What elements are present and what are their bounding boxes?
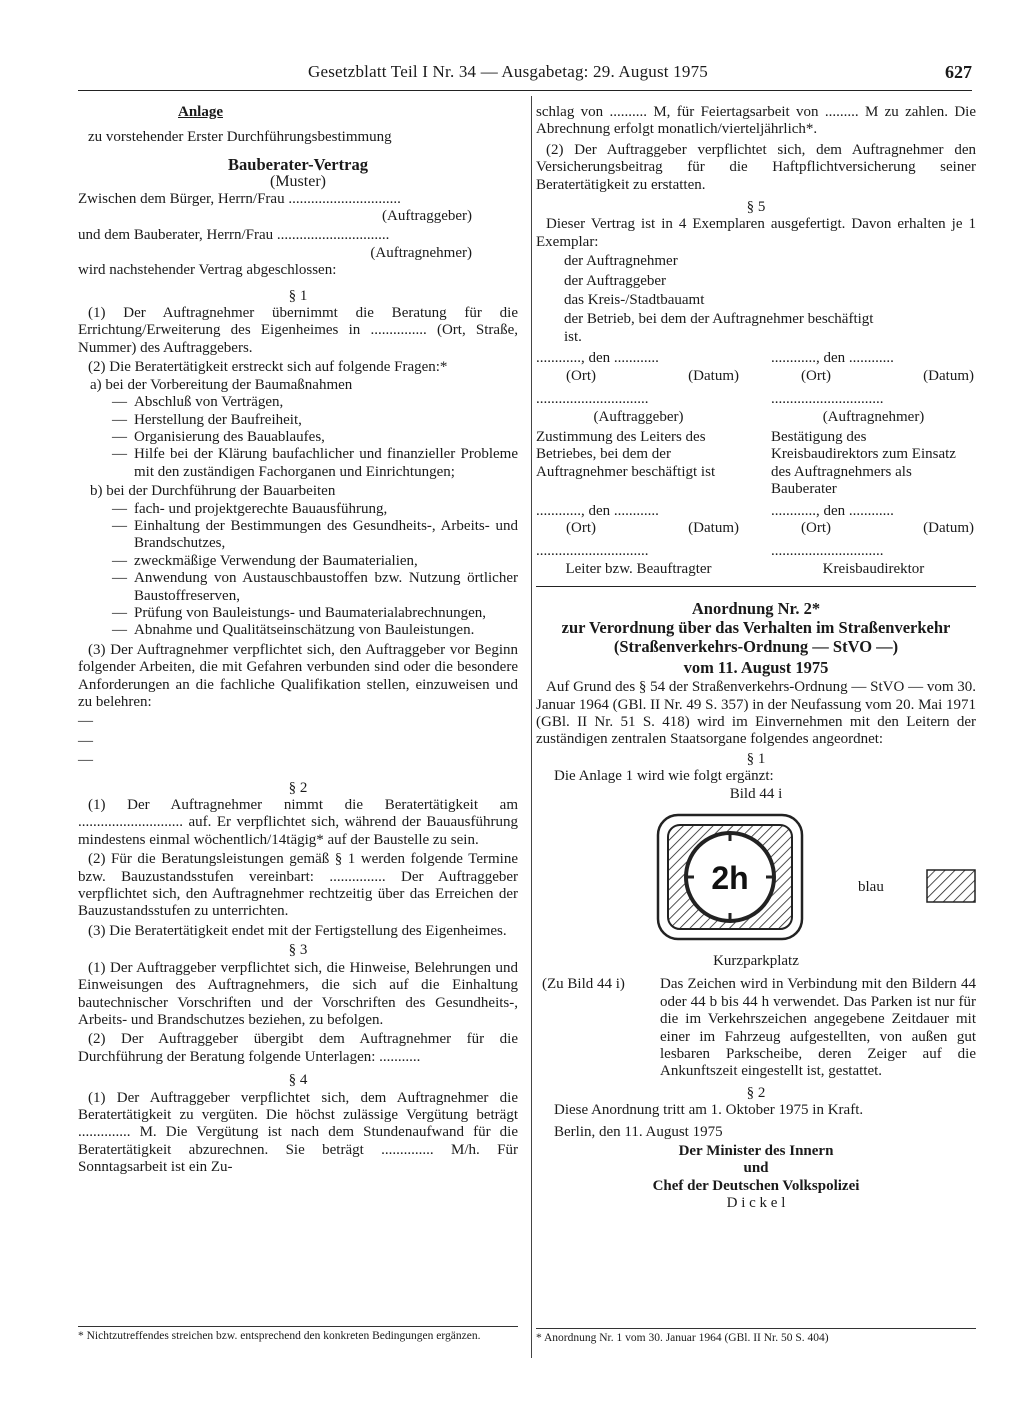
list-item: — zweckmäßige Verwendung der Baumaterialien, bbox=[112, 552, 418, 569]
anlage-heading: Anlage bbox=[178, 104, 223, 120]
section-1-list-a bbox=[78, 394, 518, 481]
anordnung-section-2-heading: § 2 bbox=[746, 1084, 766, 1101]
ort-label: (Ort) bbox=[566, 519, 596, 536]
section-4-heading: § 4 bbox=[288, 1072, 308, 1089]
anordnung-date: vom 11. August 1975 bbox=[683, 658, 829, 678]
anordnung-section-1-heading: § 1 bbox=[746, 750, 766, 767]
blank-dash-line: — bbox=[78, 732, 93, 749]
ort-label: (Ort) bbox=[566, 367, 596, 384]
section-5-heading: § 5 bbox=[746, 199, 766, 216]
auftragnehmer-label: (Auftragnehmer) bbox=[822, 408, 925, 425]
left-footnote: * Nichtzutreffendes streichen bzw. entsprechend den konkreten Bedingungen ergänzen. bbox=[78, 1326, 518, 1343]
list-item: das Kreis-/Stadtbauamt bbox=[564, 292, 705, 309]
ort-label: (Ort) bbox=[801, 367, 831, 384]
anordnung-intro: Auf Grund des § 54 der Straßenverkehrs-Ordnung — StVO — vom 30. Januar 1964 (GBl. II Nr. 49 S. 357) in der Neufassung vom 20. Mai 1971 (GBl. II Nr. 51 S. 418) wird im Einvernehmen mit den Leitern der zuständigen zentralen Staatsorgane folgendes angeordnet: bbox=[536, 679, 976, 748]
list-item: — fach- und projektgerechte Bauausführung, bbox=[112, 500, 388, 517]
list-item: — Hilfe bei der Klärung baufachlicher und finanzieller Probleme mit den zuständigen Fachorganen und Einrichtungen; bbox=[112, 446, 518, 480]
anordnung-section bbox=[536, 586, 976, 1213]
signature-block-left bbox=[536, 350, 741, 498]
anordnung-title-2: zur Verordnung über das Verhalten im Straßenverkehr bbox=[561, 618, 951, 638]
section-1-para-2: (2) Die Beratertätigkeit erstreckt sich auf folgende Fragen:* bbox=[88, 359, 448, 376]
section-4-continued: schlag von .......... M, für Feiertagsarbeit von ......... M zu zahlen. Die Abrechnung erfolgt monatlich/vierteljährlich*. bbox=[536, 104, 976, 138]
header-title: Gesetzblatt Teil I Nr. 34 — Ausgabetag: 29. August 1975 bbox=[308, 62, 708, 81]
section-1-list-a-heading: a) bei der Vorbereitung der Baumaßnahmen bbox=[90, 376, 353, 393]
signature-dotline: .............................. bbox=[771, 543, 884, 560]
party-two-line: und dem Bauberater, Herrn/Frau .............................. bbox=[78, 227, 390, 244]
column-divider bbox=[531, 96, 532, 1358]
section-4-para-1: (1) Der Auftraggeber verpflichtet sich, dem Auftragnehmer die Beratertätigkeit zu vergüten. Die höchst zulässige Vergütung beträgt .............. M. Die Vergütung ist nach dem Stundenaufwand für die Beratertätigkeit abzurechnen. Sie beträgt .............. M/h. Für Sonntagsarbeit ist ein Zu- bbox=[78, 1089, 518, 1176]
anordnung-title-3: (Straßenverkehrs-Ordnung — StVO —) bbox=[613, 637, 899, 657]
section-2-heading: § 2 bbox=[288, 779, 308, 796]
blau-label: blau bbox=[858, 879, 884, 895]
list-item: — Abnahme und Qualitätseinschätzung von Bauleistungen. bbox=[112, 622, 475, 639]
zustimmung-text: Zustimmung des Leiters des Betriebes, bei dem der Auftragnehmer beschäftigt ist bbox=[536, 428, 716, 480]
signature-row-2 bbox=[536, 503, 976, 579]
section-2-para-3: (3) Die Beratertätigkeit endet mit der Fertigstellung des Eigenheimes. bbox=[88, 922, 507, 939]
section-3-para-1: (1) Der Auftraggeber verpflichtet sich, die Hinweise, Belehrungen und Einweisungen des Auftragnehmers, die sich auf die Einhaltung bautechnischer Vorschriften und der Vorschriften des Gesundheits-, Arbeits- und Brandschutzes beziehen, zu befolgen. bbox=[78, 959, 518, 1028]
datum-label: (Datum) bbox=[688, 367, 739, 384]
anlage-subheading: zu vorstehender Erster Durchführungsbestimmung bbox=[88, 129, 392, 146]
anordnung-section-2-text: Diese Anordnung tritt am 1. Oktober 1975 in Kraft. bbox=[554, 1102, 864, 1119]
minister-title-2: und bbox=[743, 1160, 769, 1177]
section-1-para-1: (1) Der Auftragnehmer übernimmt die Beratung für die Errichtung/Erweiterung des Eigenheimes in ............... (Ort, Straße, Nummer) des Auftraggebers. bbox=[78, 305, 518, 356]
place-date-line: ............, den ............ bbox=[536, 350, 659, 367]
section-2-para-1: (1) Der Auftragnehmer nimmt die Beratertätigkeit am ............................ auf. Er verpflichtet sich, während der Bauausführung mindestens einmal wöchentlich/14tägig* auf der Baustelle zu sein. bbox=[78, 797, 518, 848]
place-date-line: ............, den ............ bbox=[771, 502, 894, 519]
signature-block-right bbox=[771, 503, 976, 579]
sign-caption: Kurzparkplatz bbox=[713, 953, 799, 969]
section-1-heading: § 1 bbox=[288, 287, 308, 304]
datum-label: (Datum) bbox=[923, 519, 974, 536]
signature-block-left bbox=[536, 503, 741, 579]
signature-row-1 bbox=[536, 350, 976, 498]
sign-duration-text: 2h bbox=[711, 860, 749, 896]
list-item: der Betrieb, bei dem der Auftragnehmer beschäftigt ist. bbox=[564, 311, 874, 345]
right-column bbox=[536, 104, 976, 1213]
list-item: — Prüfung von Bauleistungs- und Baumaterialabrechnungen, bbox=[112, 604, 487, 621]
blank-dash-line: — bbox=[78, 713, 93, 730]
list-item: — Anwendung von Austauschbaustoffen bzw. Nutzung örtlicher Baustoffreserven, bbox=[112, 570, 518, 604]
section-5-para: Dieser Vertrag ist in 4 Exemplaren ausgefertigt. Davon erhalten je 1 Exemplar: bbox=[536, 216, 976, 250]
signature-dotline: .............................. bbox=[771, 391, 884, 408]
right-footnote: * Anordnung Nr. 1 vom 30. Januar 1964 (GBl. II Nr. 50 S. 404) bbox=[536, 1328, 976, 1345]
place-date: Berlin, den 11. August 1975 bbox=[554, 1123, 723, 1140]
minister-title-1: Der Minister des Innern bbox=[678, 1143, 834, 1160]
list-item: — Abschluß von Verträgen, bbox=[112, 394, 284, 411]
blue-color-key bbox=[926, 869, 976, 903]
list-item: — Organisierung des Bauablaufes, bbox=[112, 428, 325, 445]
anordnung-title-1: Anordnung Nr. 2* bbox=[691, 599, 821, 619]
section-1-list-b bbox=[78, 501, 518, 640]
anordnung-section-1-text: Die Anlage 1 wird wie folgt ergänzt: bbox=[554, 768, 774, 785]
section-3-heading: § 3 bbox=[288, 942, 308, 959]
party-one-role: (Auftraggeber) bbox=[382, 208, 472, 225]
bestaetigung-text: Bestätigung des Kreisbaudirektors zum Einsatz des Auftragnehmers als Bauberater bbox=[771, 428, 956, 498]
page-header bbox=[78, 62, 972, 91]
list-item: der Auftraggeber bbox=[564, 272, 667, 289]
kurzparkplatz-sign bbox=[656, 813, 804, 941]
section-1-list-b-heading: b) bei der Durchführung der Bauarbeiten bbox=[90, 483, 336, 500]
signature-dotline: .............................. bbox=[536, 543, 649, 560]
minister-name: D i c k e l bbox=[726, 1195, 786, 1212]
party-two-role: (Auftragnehmer) bbox=[370, 244, 472, 261]
list-item: — Herstellung der Baufreiheit, bbox=[112, 411, 302, 428]
place-date-line: ............, den ............ bbox=[536, 502, 659, 519]
traffic-sign-figure bbox=[536, 803, 976, 953]
leiter-label: Leiter bzw. Beauftragter bbox=[565, 560, 712, 577]
place-date-line: ............, den ............ bbox=[771, 350, 894, 367]
zu-bild-text: Das Zeichen wird in Verbindung mit den Bildern 44 oder 44 b bis 44 h verwendet. Das Parken ist nur für die im Verkehrszeichen angegebene Zeitdauer mit einer im Fahrzeug aufgestellten, von außen gut lesbaren Parkscheibe, deren Zeiger auf die Ankunftszeit eingestellt ist, gestattet. bbox=[660, 976, 976, 1080]
contract-subtitle: (Muster) bbox=[270, 173, 326, 191]
section-3-para-2: (2) Der Auftraggeber übergibt dem Auftragnehmer für die Durchführung der Beratung folgende Unterlagen: ........... bbox=[78, 1031, 518, 1065]
sign-explanation bbox=[536, 976, 976, 1080]
page-number: 627 bbox=[945, 62, 972, 82]
list-item: der Auftragnehmer bbox=[564, 253, 678, 270]
section-2-para-2: (2) Für die Beratungsleistungen gemäß § 1 werden folgende Termine bzw. Bauzustandsstufen vereinbart: ............... Der Auftraggeber verpflichtet sich, den Auftragnehmer rechtzeitig über das Erreichen der Bauzustandsstufen zu unterrichten. bbox=[78, 851, 518, 920]
datum-label: (Datum) bbox=[688, 519, 739, 536]
auftraggeber-label: (Auftraggeber) bbox=[593, 408, 684, 425]
zu-bild-label: (Zu Bild 44 i) bbox=[542, 976, 625, 993]
blank-dash-line: — bbox=[78, 752, 93, 769]
datum-label: (Datum) bbox=[923, 367, 974, 384]
signature-dotline: .............................. bbox=[536, 391, 649, 408]
left-column bbox=[78, 104, 518, 1177]
section-5-recipients bbox=[536, 253, 976, 346]
section-4-para-2: (2) Der Auftraggeber verpflichtet sich, dem Auftragnehmer den Versicherungsbeitrag für die Haftpflichtversicherung seiner Beratertätigkeit zu erstatten. bbox=[536, 141, 976, 193]
ort-label: (Ort) bbox=[801, 519, 831, 536]
minister-title-3: Chef der Deutschen Volkspolizei bbox=[652, 1177, 860, 1194]
contract-title: Bauberater-Vertrag bbox=[228, 154, 368, 174]
bild-label: Bild 44 i bbox=[729, 785, 783, 802]
section-1-para-3: (3) Der Auftragnehmer verpflichtet sich, den Auftraggeber vor Beginn folgender Arbeiten, die mit Gefahren verbunden sind oder die besondere Anforderungen an die fachliche Qualifikation stellen, einzuweisen und zu belehren: bbox=[78, 641, 518, 710]
signature-block-right bbox=[771, 350, 976, 498]
party-one-line: Zwischen dem Bürger, Herrn/Frau .............................. bbox=[78, 190, 401, 207]
contract-intro: wird nachstehender Vertrag abgeschlossen: bbox=[78, 262, 337, 279]
list-item: — Einhaltung der Bestimmungen des Gesundheits-, Arbeits- und Brandschutzes, bbox=[112, 517, 518, 552]
kreisbaudirektor-label: Kreisbaudirektor bbox=[822, 560, 925, 577]
